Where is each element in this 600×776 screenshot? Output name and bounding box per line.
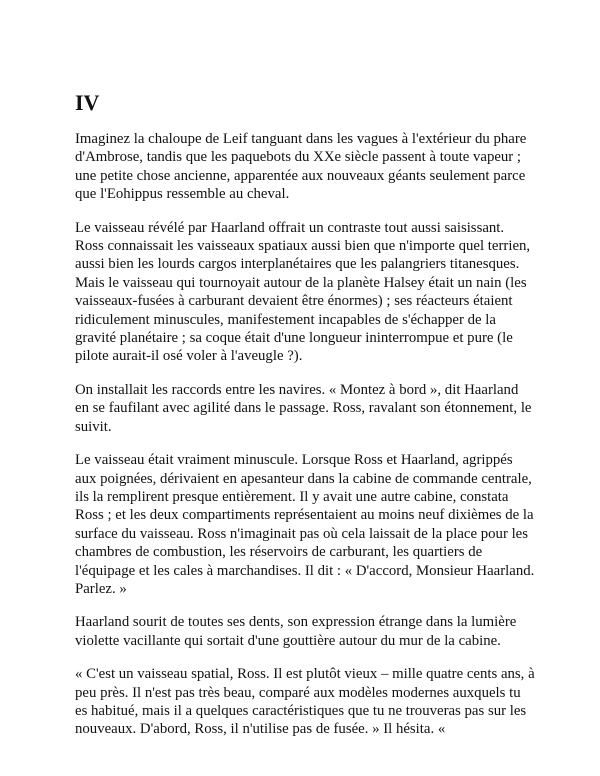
paragraph-2: Le vaisseau révélé par Haarland offrait un contraste tout aussi saisissant. Ross connaissait les vaisseaux spatiaux aussi bien que n'importe quel terrien, aussi bien les lourds cargos interplanétaires que les palangriers titanesques. Mais le vaisseau qui tournoyait autour de la planète Halsey était un nain (les vaisseaux-fusées à carburant devaient être énormes) ; ses réacteurs étaient ridiculement minuscules, manifestement incapables de s'échapper de la gravité planétaire ; sa coque était d'une longueur ininterrompue et pure (le pilote aurait-il osé voler à l'aveugle ?). [75, 219, 531, 365]
paragraph-5: Haarland sourit de toutes ses dents, son expression étrange dans la lumière violette vacillante qui sortait d'une gouttière autour du mur de la cabine. [75, 614, 517, 649]
paragraph-4: Le vaisseau était vraiment minuscule. Lorsque Ross et Haarland, agrippés aux poignées, dérivaient en apesanteur dans la cabine de commande centrale, ils la remplirent presque entièrement. Il y avait une autre cabine, constata Ross ; et les deux compartiments représentaient au moins neuf dixièmes de la surface du vaisseau. Ross n'imaginait pas où cela laissait de la place pour les chambres de combustion, les réservoirs de carburant, les quartiers de l'équipage et les cales à marchandises. Il dit : « D'accord, Monsieur Haarland. Parlez. » [75, 452, 535, 597]
paragraph-1: Imaginez la chaloupe de Leif tanguant dans les vagues à l'extérieur du phare d'Ambrose, tandis que les paquebots du XXe siècle passent à toute vapeur ; une petite chose ancienne, apparentée aux nouveaux géants seulement parce que l'Eohippus ressemble au cheval. [75, 131, 527, 203]
paragraph-6: « C'est un vaisseau spatial, Ross. Il est plutôt vieux – mille quatre cents ans, à peu près. Il n'est pas très beau, comparé aux modèles modernes auxquels tu es habitué, mais il a quelques caractéristiques que tu ne trouveras pas sur les nouveaux. D'abord, Ross, il n'utilise pas de fusée. » Il hésita. « [75, 666, 535, 738]
document-page [75, 90, 535, 754]
chapter-heading: IV [75, 90, 100, 115]
paragraph-3: On installait les raccords entre les navires. « Montez à bord », dit Haarland en se faufilant avec agilité dans le passage. Ross, ravalant son étonnement, le suivit. [75, 381, 532, 435]
